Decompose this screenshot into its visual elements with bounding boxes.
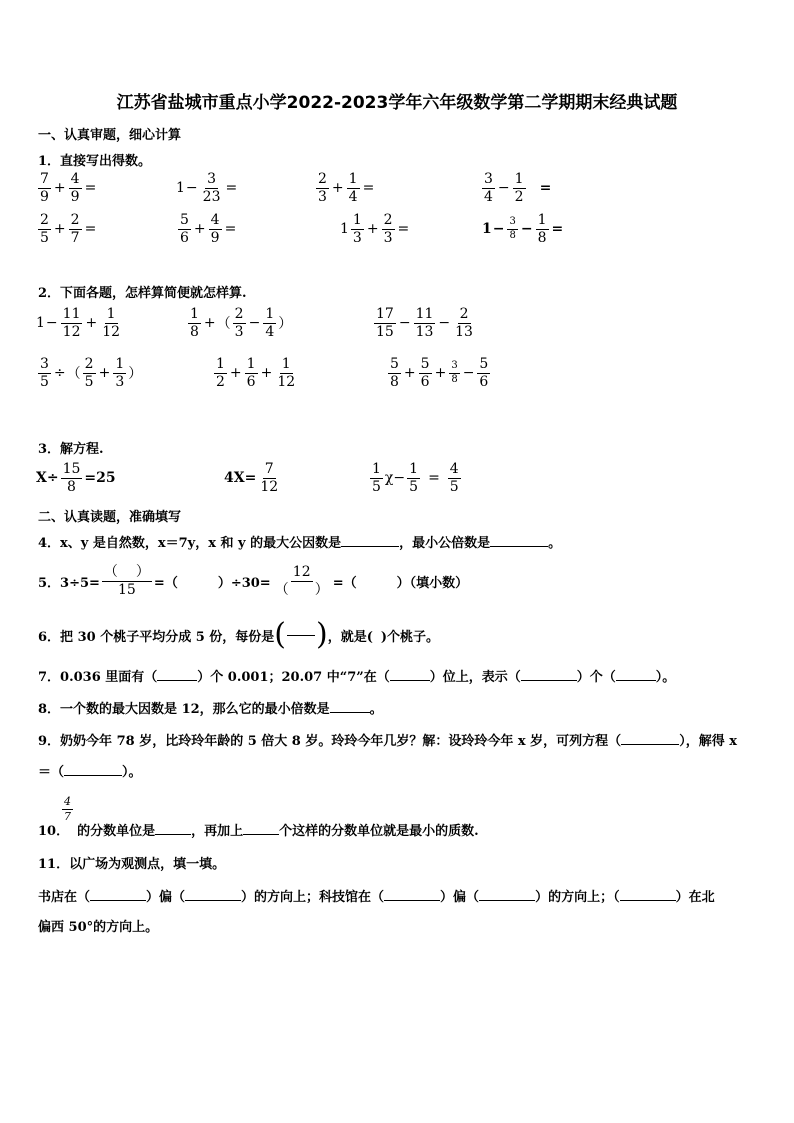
q3-equation-b: 4X= $\frac{7}{12}$: [224, 461, 279, 495]
question-11-line-2: 偏西 50°的方向上。: [38, 920, 159, 935]
question-5: 5．3÷5= $\frac{( )}{15}$ =（ ）÷30= $\frac{12}{( )}$ =（ ）（填小数）: [38, 564, 469, 598]
question-10: 10． 的分数单位是 ，再加上 个这样的分数单位就是最小的质数.: [38, 824, 479, 839]
q3-equation-a: X÷ $\frac{15}{8}$ =25: [36, 461, 116, 495]
q11-blank-4[interactable]: [479, 900, 535, 901]
question-1-label: 1．直接写出得数。: [38, 154, 152, 169]
q2-expr-e: $\frac{1}{2}$ + $\frac{1}{6}$ + $\frac{1}{12}$: [216, 356, 296, 390]
q11-blank-5[interactable]: [620, 900, 676, 901]
q10-blank-unit[interactable]: [155, 834, 191, 835]
question-8: 8．一个数的最大因数是 12，那么它的最小倍数是 。: [38, 702, 383, 717]
q6-blank-fraction[interactable]: [287, 635, 315, 636]
question-7: 7．0.036 里面有（ ）个 0.001；20.07 中“7”在（ ）位上，表示（ ）个（ ）。: [38, 670, 676, 685]
question-6: 6．把 30 个桃子平均分成 5 份，每份是 ( ) ，就是( )个桃子。: [38, 617, 440, 652]
q1-expr-e: $\frac{2}{5}$ + $\frac{2}{7}$ =: [40, 212, 97, 246]
q7-blank-1[interactable]: [157, 680, 197, 681]
q1-expr-a: $\frac{7}{9}$ + $\frac{4}{9}$ =: [40, 171, 97, 205]
q11-blank-2[interactable]: [185, 900, 241, 901]
q4-blank-gcd[interactable]: [341, 546, 399, 547]
q9-blank-equation[interactable]: [621, 744, 679, 745]
section-heading-1: 一、认真审题，细心计算: [38, 128, 182, 143]
q2-expr-d: $\frac{3}{5}$ ÷ （ $\frac{2}{5}$ + $\frac{1}{3}$ ）: [40, 356, 143, 390]
q1-expr-b: 1 − $\frac{3}{23}$ =: [176, 171, 238, 205]
q10-blank-count[interactable]: [243, 834, 279, 835]
q1-expr-g: 1 $\frac{1}{3}$ + $\frac{2}{3}$ =: [340, 212, 410, 246]
q1-expr-d: $\frac{3}{4}$ − $\frac{1}{2}$ =: [484, 171, 552, 205]
q2-expr-a: 1 − $\frac{11}{12}$ + $\frac{1}{12}$: [36, 306, 121, 340]
q9-blank-answer[interactable]: [64, 775, 122, 776]
page-title: 江苏省盐城市重点小学2022-2023学年六年级数学第二学期期末经典试题: [116, 93, 678, 113]
section-heading-2: 二、认真读题，准确填写: [38, 510, 182, 525]
q2-expr-b: $\frac{1}{8}$ + （ $\frac{2}{3}$ − $\frac{1}{4}$ ）: [190, 306, 293, 340]
q11-blank-3[interactable]: [384, 900, 440, 901]
question-2-label: 2．下面各题，怎样算简便就怎样算.: [38, 286, 247, 301]
question-3-label: 3．解方程.: [38, 442, 104, 457]
q8-blank[interactable]: [330, 712, 370, 713]
question-4: 4．x、y 是自然数，x＝7y，x 和 y 的最大公因数是 ，最小公倍数是 。: [38, 536, 562, 551]
question-11-line-1: 书店在（ ）偏（ ）的方向上；科技馆在（ ）偏（ ）的方向上；（ ）在北: [38, 890, 715, 905]
q7-blank-3[interactable]: [521, 680, 577, 681]
q3-equation-c: $\frac{1}{5}$ χ− $\frac{1}{5}$ = $\frac{4}{5}$: [372, 461, 459, 495]
q10-fraction: $\frac{4}{7}$: [64, 795, 71, 823]
question-9-line-1: 9．奶奶今年 78 岁，比玲玲年龄的 5 倍大 8 岁。玲玲今年几岁？解：设玲玲今年 x 岁，可列方程（ ），解得 x: [38, 734, 737, 749]
q7-blank-4[interactable]: [616, 680, 656, 681]
question-11-label: 11．以广场为观测点，填一填。: [38, 857, 226, 872]
q1-expr-c: $\frac{2}{3}$ + $\frac{1}{4}$ =: [318, 171, 375, 205]
q1-expr-h: 1 − $\frac{3}{8}$ − $\frac{1}{8}$ =: [482, 212, 564, 246]
q11-blank-1[interactable]: [90, 900, 146, 901]
q2-expr-c: $\frac{17}{15}$ − $\frac{11}{13}$ − $\frac{2}{13}$: [376, 306, 473, 340]
q4-blank-lcm[interactable]: [490, 546, 548, 547]
q7-blank-2[interactable]: [390, 680, 430, 681]
q1-expr-f: $\frac{5}{6}$ + $\frac{4}{9}$ =: [180, 212, 237, 246]
question-9-line-2: ＝（ ）。: [38, 765, 142, 780]
q2-expr-f: $\frac{5}{8}$ + $\frac{5}{6}$ + $\frac{3}{8}$ − $\frac{5}{6}$: [390, 356, 489, 390]
